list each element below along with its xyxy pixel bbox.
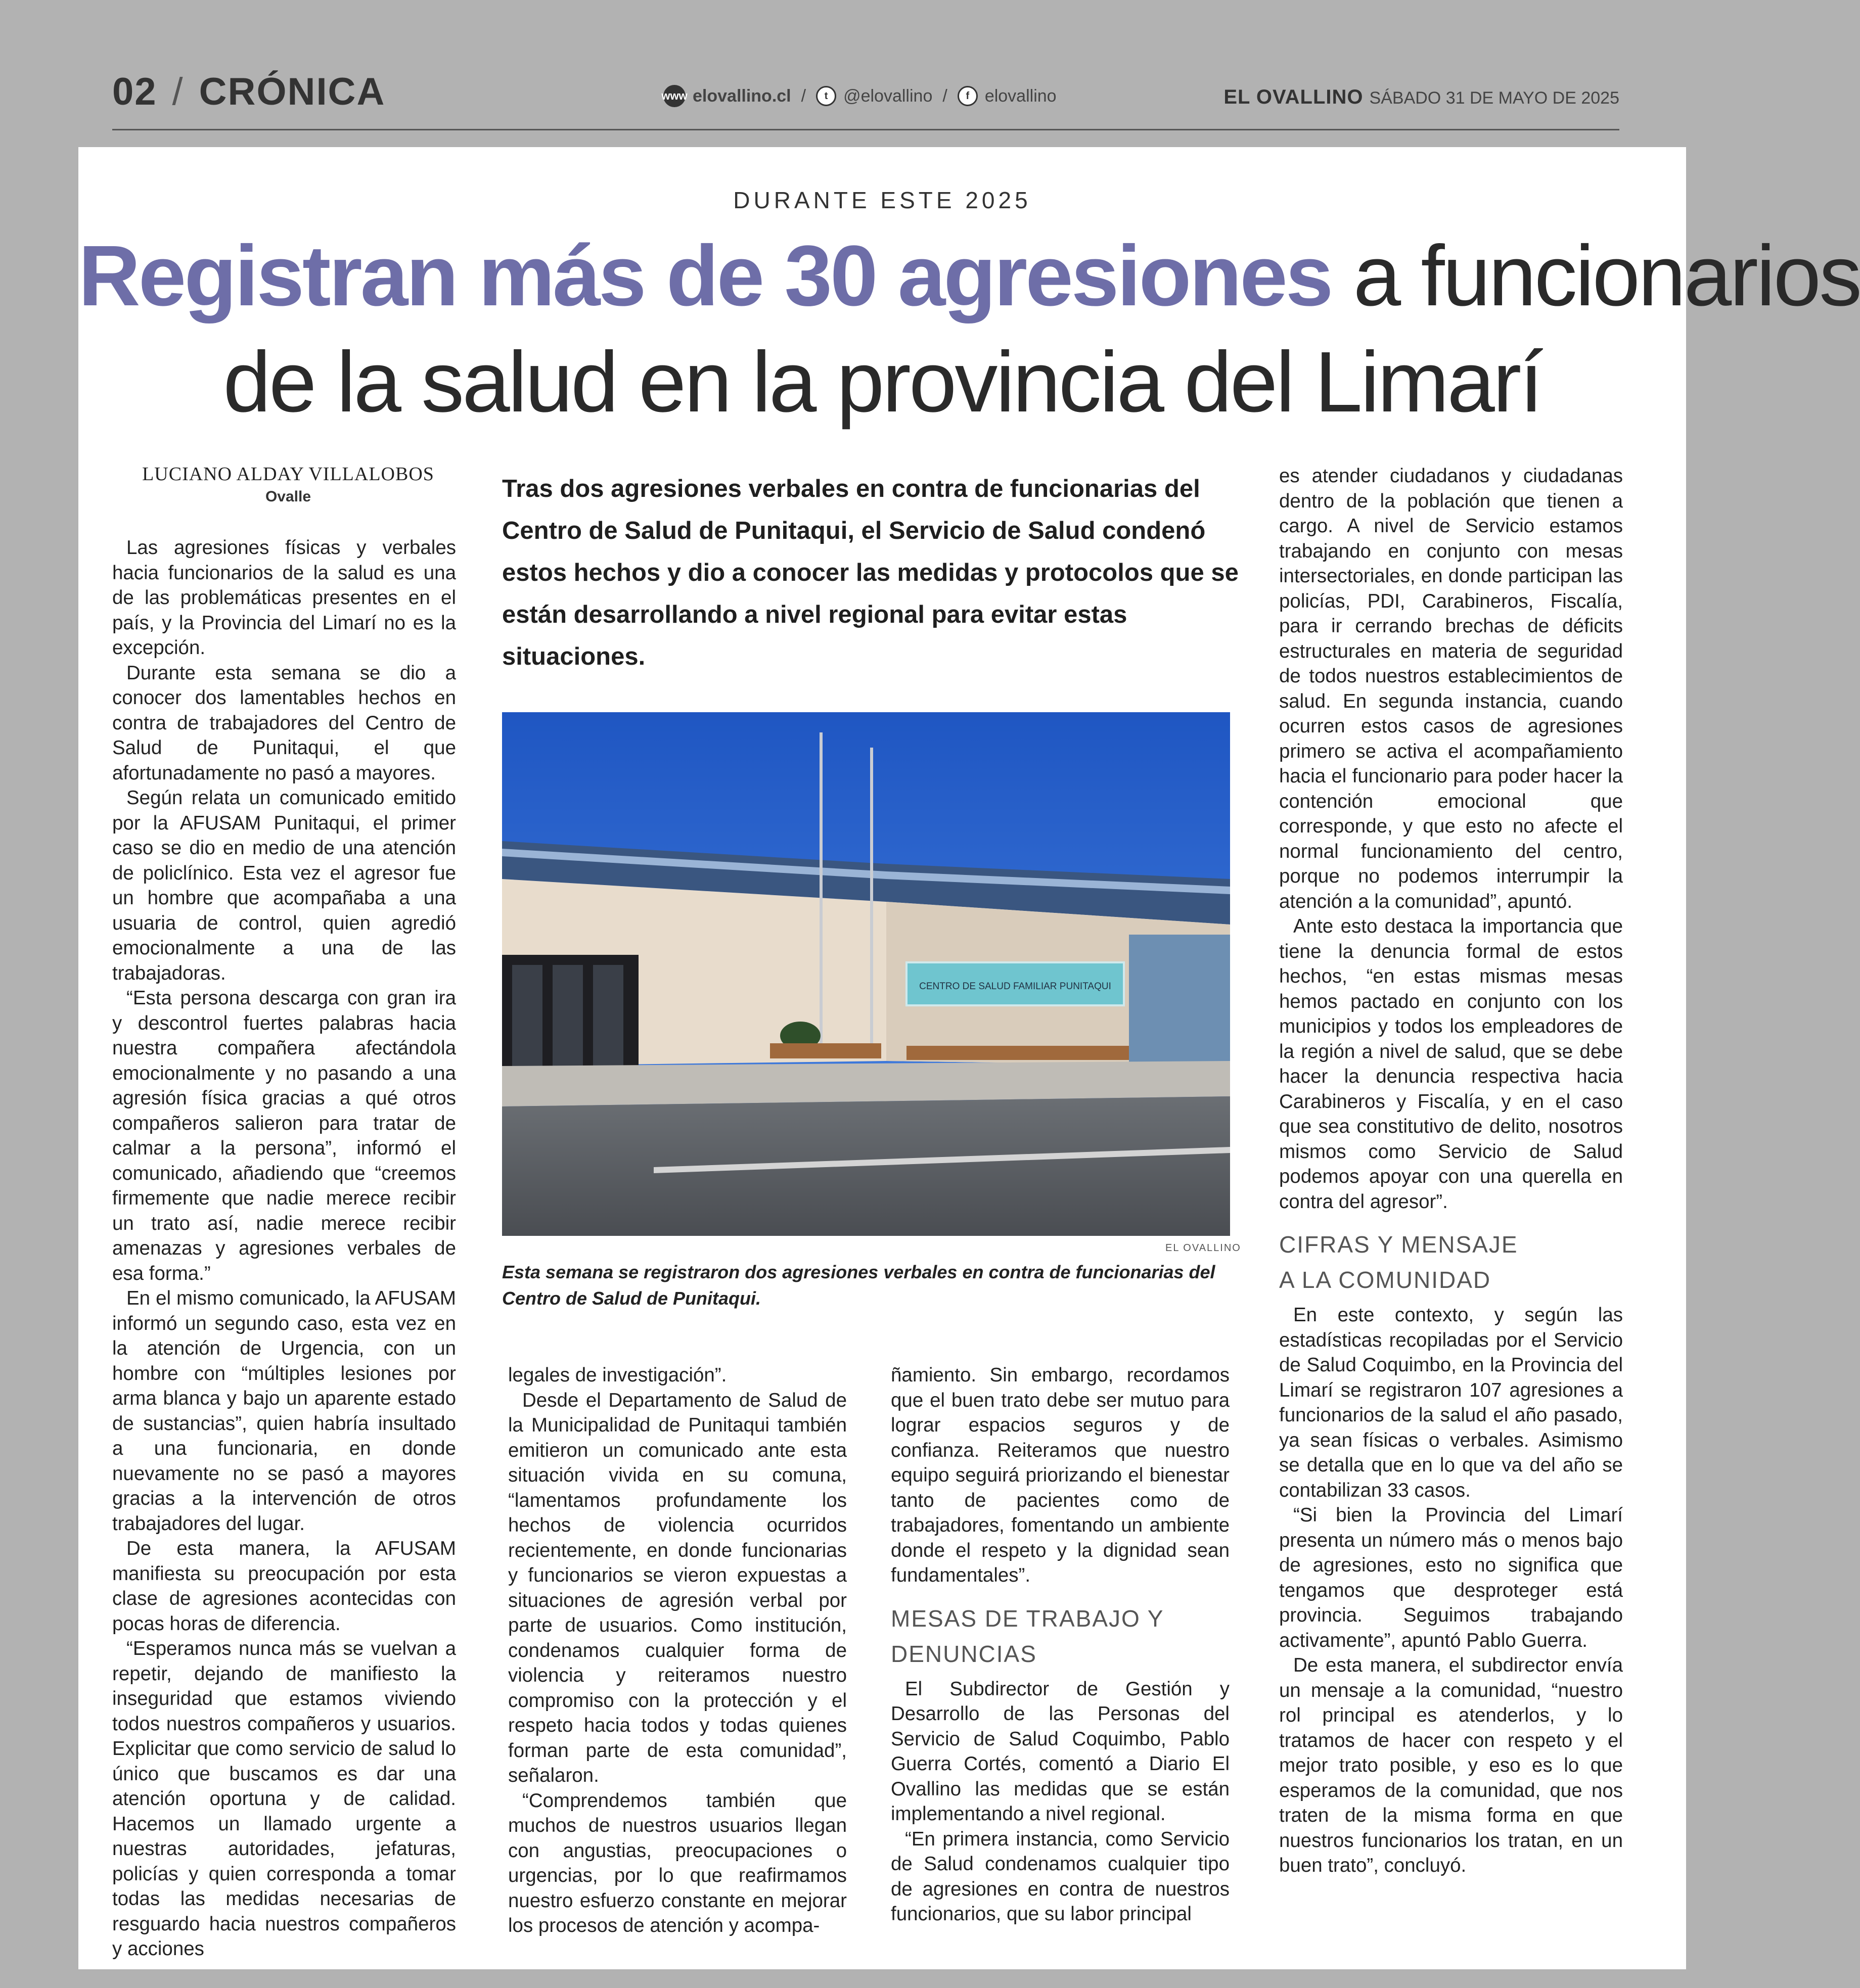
twitter-icon: t xyxy=(816,86,836,106)
subhead-mesas: MESAS DE TRABAJO Y DENUNCIAS xyxy=(891,1605,1164,1667)
paragraph: En el mismo comunicado, la AFUSAM informó un segundo caso, esta vez en la atención de Urgencia, con un hombre con “múltiples lesiones por arma blanca y bajo un aparente estado de sustancias”, quien habría insultado a una funcionaria, en donde nuevamente no se pasó a mayores gracias a la intervención de otros trabajadores del lugar. xyxy=(112,1287,456,1535)
column-4 xyxy=(1279,464,1623,1878)
paragraph: ñamiento. Sin embargo, recordamos que el buen trato debe ser mutuo para lograr espacios seguros y de confianza. Reiteramos que nuestro equipo seguirá priorizando el bienestar tanto de pacientes como de trabajadores, fomentando un ambiente donde el respeto y la dignidad sean fundamentales”. xyxy=(891,1364,1230,1586)
headline-line-2: de la salud en la provincia del Limarí xyxy=(223,334,1541,430)
paragraph: Ante esto destaca la importancia que tiene la denuncia formal de estos hechos, “en estas mismas mesas hemos pactado en conjunto con los municipios y todos los empleadores de la región a nivel de salud, que se debe hacer la denuncia respectiva hacia Carabineros y Fiscalía, y en el caso que sea constitutivo de delito, nosotros mismos como Servicio de Salud podemos apoyar con una querella en contra del agresor”. xyxy=(1279,915,1623,1213)
separator: / xyxy=(942,86,947,106)
paragraph: legales de investigación”. xyxy=(508,1364,727,1386)
health-center-photo xyxy=(502,712,1230,1236)
issue-date: SÁBADO 31 DE MAYO DE 2025 xyxy=(1369,88,1619,108)
website-link[interactable]: elovallino.cl xyxy=(693,86,791,106)
headline-rest: a funcionarios xyxy=(1331,228,1860,324)
kicker: DURANTE ESTE 2025 xyxy=(733,187,1031,213)
paragraph: “Si bien la Provincia del Limarí presenta un número más o menos bajo de agresiones, esto no significa que tengamos que desproteger está provincia. Seguimos trabajando activamente”, apuntó Pablo Guerra. xyxy=(1279,1504,1623,1651)
headline-highlight: Registran más de 30 agresiones xyxy=(78,228,1332,324)
photo-caption: Esta semana se registraron dos agresiones verbales en contra de funcionarias del Centro de Salud de Punitaqui. xyxy=(502,1262,1215,1309)
social-links xyxy=(663,85,1057,107)
column-2 xyxy=(508,1363,847,1938)
paragraph: “En primera instancia, como Servicio de Salud condenamos cualquier tipo de agresiones en contra de nuestros funcionarios, que su labor principal xyxy=(891,1828,1230,1925)
paragraph: Las agresiones físicas y verbales hacia funcionarios de la salud es una de las problemáticas presentes en el país, y la Provincia del Limarí no es la excepción. xyxy=(112,537,456,659)
section-name: CRÓNICA xyxy=(199,70,386,113)
subhead-cifras xyxy=(1279,1227,1623,1298)
separator: / xyxy=(801,86,806,106)
page-header xyxy=(112,66,1619,126)
lead-paragraph: Tras dos agresiones verbales en contra de funcionarias del Centro de Salud de Punitaqui, el Servicio de Salud condenó estos hechos y dio a conocer las medidas y protocolos que se están desarrollando a nivel regional para evitar estas situaciones. xyxy=(502,475,1239,670)
paragraph: “Comprendemos también que muchos de nuestros usuarios llegan con angustias, preocupaciones o urgencias, por lo que reafirmamos nuestro esfuerzo constante en mejorar los procesos de atención y acompa- xyxy=(508,1789,847,1936)
masthead-date xyxy=(1223,86,1619,109)
page-number: 02 xyxy=(112,70,157,113)
header-divider xyxy=(112,129,1619,130)
byline xyxy=(116,463,460,505)
headline xyxy=(78,223,1860,435)
paragraph: Desde el Departamento de Salud de la Municipalidad de Punitaqui también emitieron un comunicado ante esta situación vivida en su comuna, “lamentamos profundamente los hechos de violencia ocurridos recientemente, en donde funcionarias y funcionarios se vieron expuestas a situaciones de agresión verbal por parte de usuarios. Como institución, condenamos cualquier forma de violencia y reiteramos nuestro compromiso con la protección y el respeto hacia todos y todas quienes forman parte de esta comunidad”, señalaron. xyxy=(508,1389,847,1786)
subhead-cifras-line-2: A LA COMUNIDAD xyxy=(1279,1267,1491,1293)
paragraph: De esta manera, la AFUSAM manifiesta su preocupación por esta clase de agresiones acontecidas con pocas horas de diferencia. xyxy=(112,1538,456,1635)
facebook-icon: f xyxy=(958,86,978,106)
paragraph: es atender ciudadanos y ciudadanas dentro de la población que tienen a cargo. A nivel de Servicio estamos trabajando en conjunto con mesas intersectoriales, en donde participan las policías, PDI, Carabineros, Fiscalía, para ir cerrando brechas de déficits estructurales en materia de seguridad de todos nuestros establecimientos de salud. En segunda instancia, cuando ocurren estos casos de agresiones primero se activa el acompañamiento hacia el funcionario para poder hacer la contención emocional que corresponde, y que esto no afecte el normal funcionamiento del centro, porque no podemos interrumpir la atención a la comunidad”, apuntó. xyxy=(1279,465,1623,912)
brand-name: EL OVALLINO xyxy=(1223,86,1364,108)
paragraph: “Esta persona descarga con gran ira y descontrol fuertes palabras hacia nuestra compañera afectándola emocionalmente y no pasando a una agresión física gracias a qué otros compañeros salieron para tratar de calmar a la persona”, informó el comunicado, añadiendo que “creemos firmemente que nadie merece recibir un trato así, nadie merece recibir amenazas y agresiones verbales de esa forma.” xyxy=(112,987,456,1284)
paragraph: “Esperamos nunca más se vuelvan a repetir, dejando de manifiesto la inseguridad que estamos viviendo todos nuestros compañeros y usuarios. Explicitar que como servicio de salud lo único que buscamos es dar una atención oportuna y de calidad. Hacemos un llamado urgente a nuestras autoridades, jefaturas, policías y quien corresponda a tomar todas las medidas necesarias de resguardo hacia nuestros compañeros y acciones xyxy=(112,1638,456,1960)
twitter-link[interactable]: @elovallino xyxy=(843,86,933,106)
column-1 xyxy=(112,535,456,1962)
article-page xyxy=(78,147,1860,1969)
photo-credit: EL OVALLINO xyxy=(1165,1242,1241,1254)
paragraph: Según relata un comunicado emitido por la AFUSAM Punitaqui, el primer caso se dio en medio de una atención de policlínico. Esta vez el agresor fue un hombre que acompañaba a una usuaria de control, quien agredió emocionalmente a una de las trabajadoras. xyxy=(112,787,456,984)
section-label xyxy=(112,70,385,114)
separator: / xyxy=(172,70,184,113)
column-3 xyxy=(891,1363,1230,1927)
headline-line-1 xyxy=(78,223,1860,329)
paragraph: Durante esta semana se dio a conocer dos lamentables hechos en contra de trabajadores del Centro de Salud de Punitaqui, el que afortunadamente no pasó a mayores. xyxy=(112,662,456,784)
paragraph: En este contexto, y según las estadísticas recopiladas por el Servicio de Salud Coquimbo, en la Provincia del Limarí se registraron 107 agresiones a funcionarios de la salud el año pasado, ya sean físicas o verbales. Asimismo se detalla que en lo que va del año se contabilizan 33 casos. xyxy=(1279,1304,1623,1501)
author: LUCIANO ALDAY VILLALOBOS xyxy=(142,464,434,485)
article-photo xyxy=(502,712,1230,1236)
facebook-link[interactable]: elovallino xyxy=(984,86,1057,106)
paragraph: De esta manera, el subdirector envía un mensaje a la comunidad, “nuestro rol principal es atenderlos, y lo tratamos de hacer con respeto y el mejor trato posible, y eso es lo que esperamos de la comunidad, que nos traten de la misma forma en que nuestros funcionarios los tratan, en un buen trato”, concluyó. xyxy=(1279,1654,1623,1876)
subhead-cifras-line-1: CIFRAS Y MENSAJE xyxy=(1279,1231,1518,1258)
location: Ovalle xyxy=(265,488,311,505)
web-icon: www xyxy=(663,85,686,107)
paragraph: El Subdirector de Gestión y Desarrollo de las Personas del Servicio de Salud Coquimbo, Pablo Guerra Cortés, comentó a Diario El Ovallino las medidas que se están implementando a nivel regional. xyxy=(891,1678,1230,1825)
building-sign: CENTRO DE SALUD FAMILIAR PUNITAQUI xyxy=(919,981,1111,992)
